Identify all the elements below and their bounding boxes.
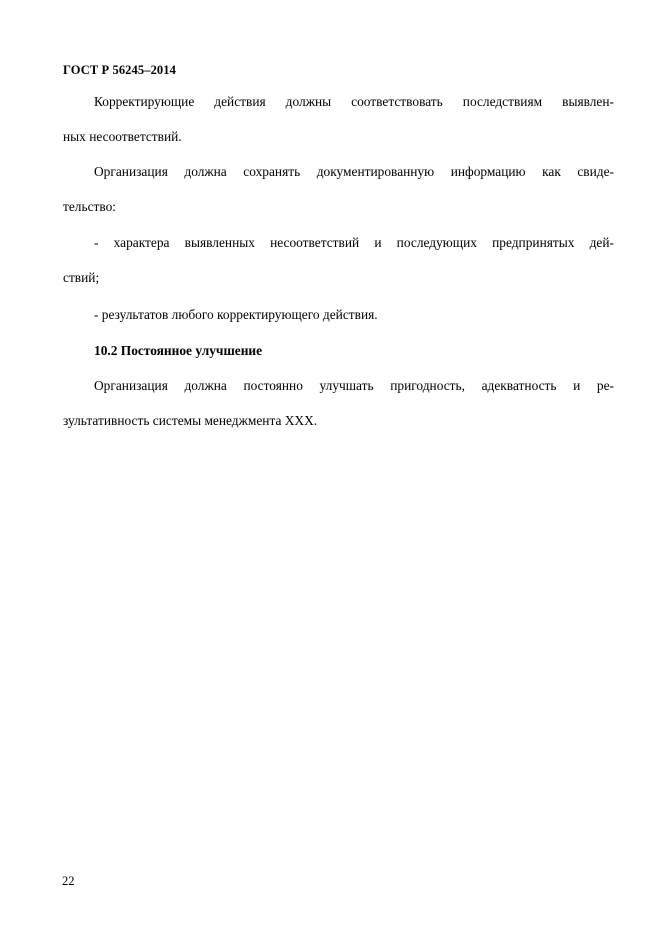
paragraph-5-line-1: Организация должна постоянно улучшать пригодность, адекватность и ре- [94,378,614,393]
section-heading: 10.2 Постоянное улучшение [94,343,263,358]
paragraph-1-line-2: ных несоответствий. [63,129,182,144]
list-item-1-line-1: - характера выявленных несоответствий и последующих предпринятых дей- [94,235,614,250]
paragraph-2-line-2: тельство: [63,199,117,214]
paragraph-2-line-1: Организация должна сохранять документированную информацию как свиде- [94,164,614,179]
page-number: 22 [62,874,75,888]
document-code-header: ГОСТ Р 56245–2014 [63,63,176,77]
paragraph-1-line-1: Корректирующие действия должны соответствовать последствиям выявлен- [94,94,614,109]
list-item-1-line-2: ствий; [63,270,100,285]
list-item-2: - результатов любого корректирующего действия. [94,307,378,322]
paragraph-5-line-2: зультативность системы менеджмента XXX. [63,413,318,428]
